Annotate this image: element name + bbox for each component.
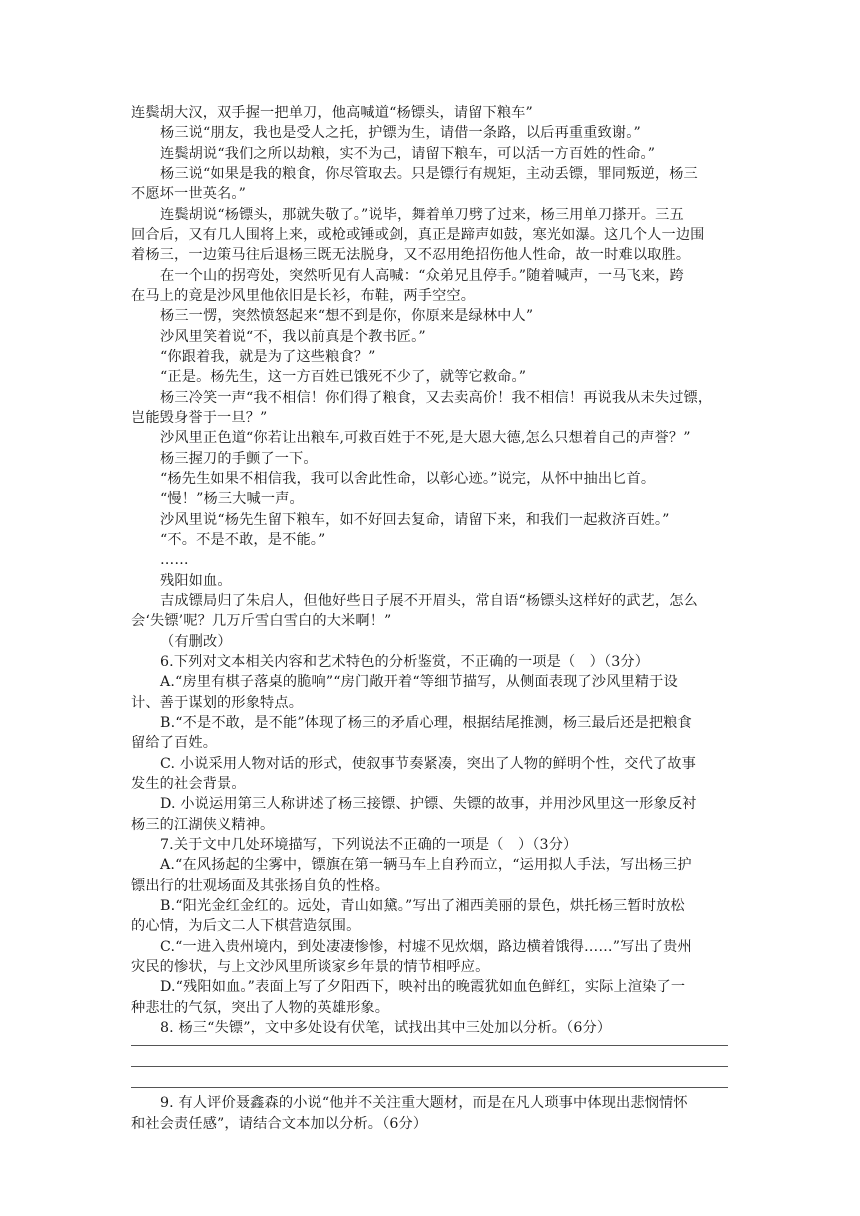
- option-7b: 的心情，为后文二人下棋营造氛围。: [131, 918, 361, 934]
- question-7: 7.关于文中几处环境描写，下列说法不正确的一项是（ ）（3分）: [160, 837, 578, 853]
- option-6a: A.“房里有棋子落桌的脆响”“房门敞开着“等细节描写，从侧面表现了沙风里精于设: [160, 674, 678, 690]
- option-6b: B.“不是不敢，是不能”体现了杨三的矛盾心理，根据结尾推测，杨三最后还是把粮食: [160, 715, 692, 731]
- option-7a: A.“在风扬起的尘雾中，镖旗在第一辆马车上自矜而立，“运用拟人手法，写出杨三护: [160, 857, 692, 873]
- text-line: 在马上的竟是沙风里他依旧是长衫，布鞋，两手空空。: [131, 288, 476, 304]
- text-line: 杨三说“朋友，我也是受人之托，护镖为生，请借一条路，以后再重重致谢。”: [160, 125, 641, 141]
- text-line: 杨三说“如果是我的粮食，你尽管取去。只是镖行有规矩，主动丢镖，罪同叛逆，杨三: [160, 166, 698, 182]
- option-7a: 镖出行的壮观场面及其张扬自负的性格。: [131, 878, 390, 894]
- answer-line: [131, 1066, 728, 1067]
- text-line: 杨三握刀的手颤了一下。: [160, 451, 318, 467]
- text-line: 在一个山的拐弯处，突然听见有人高喊：“众弟兄且停手。”随着喊声，一马飞来，跨: [160, 268, 684, 284]
- text-line: 岂能毁身誉于一旦？”: [131, 410, 268, 426]
- text-line: “慢！”杨三大喊一声。: [160, 491, 304, 507]
- text-line: 连鬓胡大汉，双手握一把单刀，他高喊道“杨镖头，请留下粮车”: [131, 105, 533, 121]
- question-9: 9. 有人评价聂鑫森的小说“他并不关注重大题材，而是在凡人琐事中体现出悲悯情怀: [160, 1095, 688, 1111]
- text-line: 沙风里正色道“你若让出粮车,可救百姓于不死,是大恩大德,怎么只想着自己的声誉？”: [160, 430, 691, 446]
- text-line: ……: [160, 552, 189, 568]
- option-6c: 发生的社会背景。: [131, 776, 246, 792]
- text-line: 连鬓胡说“杨镖头，那就失敬了。”说毕，舞着单刀劈了过来，杨三用单刀搽开。三五: [160, 207, 684, 223]
- option-6d: 杨三的江湖侠义精神。: [131, 817, 275, 833]
- text-line: 残阳如血。: [160, 573, 232, 589]
- text-line: 不愿坏一世英名。”: [131, 186, 247, 202]
- option-7d: D.“残阳如血。”表面上写了夕阳西下，映衬出的晚霞犹如血色鲜红，实际上渲染了一: [160, 979, 686, 995]
- text-line: 连鬓胡说“我们之所以劫粮，实不为己，请留下粮车，可以活一方百姓的性命。”: [160, 146, 656, 162]
- text-line: 杨三一愣，突然愤怒起来“想不到是你，你原来是绿林中人”: [160, 308, 534, 324]
- text-line: “你跟着我，就是为了这些粮食？”: [160, 349, 376, 365]
- text-line: 着杨三，一边策马往后退杨三既无法脱身，又不忍用绝招伤他人性命，故一时难以取胜。: [131, 247, 691, 263]
- text-line: “正是。杨先生，这一方百姓已饿死不少了，就等它救命。”: [160, 369, 527, 385]
- option-6c: C. 小说采用人物对话的形式，使叙事节奏紧凑，突出了人物的鲜明个性，交代了故事: [160, 756, 696, 772]
- text-line: 回合后，又有几人围将上来，或枪或锤或剑，真正是蹄声如鼓，寒光如瀑。这几个人一边围: [131, 227, 705, 243]
- question-6: 6.下列对文本相关内容和艺术特色的分析鉴赏，不正确的一项是（ ）（3分）: [160, 654, 650, 670]
- text-line: “杨先生如果不相信我，我可以舍此性命，以彰心迹。”说完，从怀中抽出匕首。: [160, 471, 656, 487]
- option-6d: D. 小说运用第三人称讲述了杨三接镖、护镖、失镖的故事，并用沙风里这一形象反衬: [160, 796, 697, 812]
- text-line: 沙风里说“杨先生留下粮车，如不好回去复命，请留下来，和我们一起救济百姓。”: [160, 512, 670, 528]
- text-line: “不。不是不敢，是不能。”: [160, 532, 326, 548]
- option-7b: B.“阳光金红金红的。远处，青山如黛。”写出了湘西美丽的景色，烘托杨三暂时放松: [160, 898, 685, 914]
- source-note: （有删改）: [160, 634, 232, 650]
- option-6b: 留给了百姓。: [131, 735, 218, 751]
- text-line: 沙风里笑着说“不，我以前真是个教书匠。”: [160, 329, 426, 345]
- option-7c: 灾民的惨状，与上文沙风里所谈家乡年景的情节相呼应。: [131, 959, 490, 975]
- option-6a: 计、善于谋划的形象特点。: [131, 695, 304, 711]
- text-line: 杨三冷笑一声“我不相信！你们得了粮食，又去卖高价！我不相信！再说我从未失过镖，: [160, 390, 713, 406]
- option-7d: 种悲壮的气氛，突出了人物的英雄形象。: [131, 1000, 390, 1016]
- question-8: 8. 杨三“失镖”，文中多处设有伏笔，试找出其中三处加以分析。（6分）: [160, 1020, 612, 1036]
- text-line: 会‘失镖’呢？几万斤雪白雪白的大米啊！”: [131, 613, 392, 629]
- text-line: 吉成镖局归了朱启人，但他好些日子展不开眉头，常自语“杨镖头这样好的武艺，怎么: [160, 593, 698, 609]
- answer-line: [131, 1045, 728, 1046]
- answer-line: [131, 1087, 728, 1088]
- option-7c: C.“一进入贵州境内，到处凄凄惨惨，村墟不见炊烟，路边横着饿得……”写出了贵州: [160, 939, 692, 955]
- question-9: 和社会责任感”，请结合文本加以分析。（6分）: [131, 1116, 428, 1132]
